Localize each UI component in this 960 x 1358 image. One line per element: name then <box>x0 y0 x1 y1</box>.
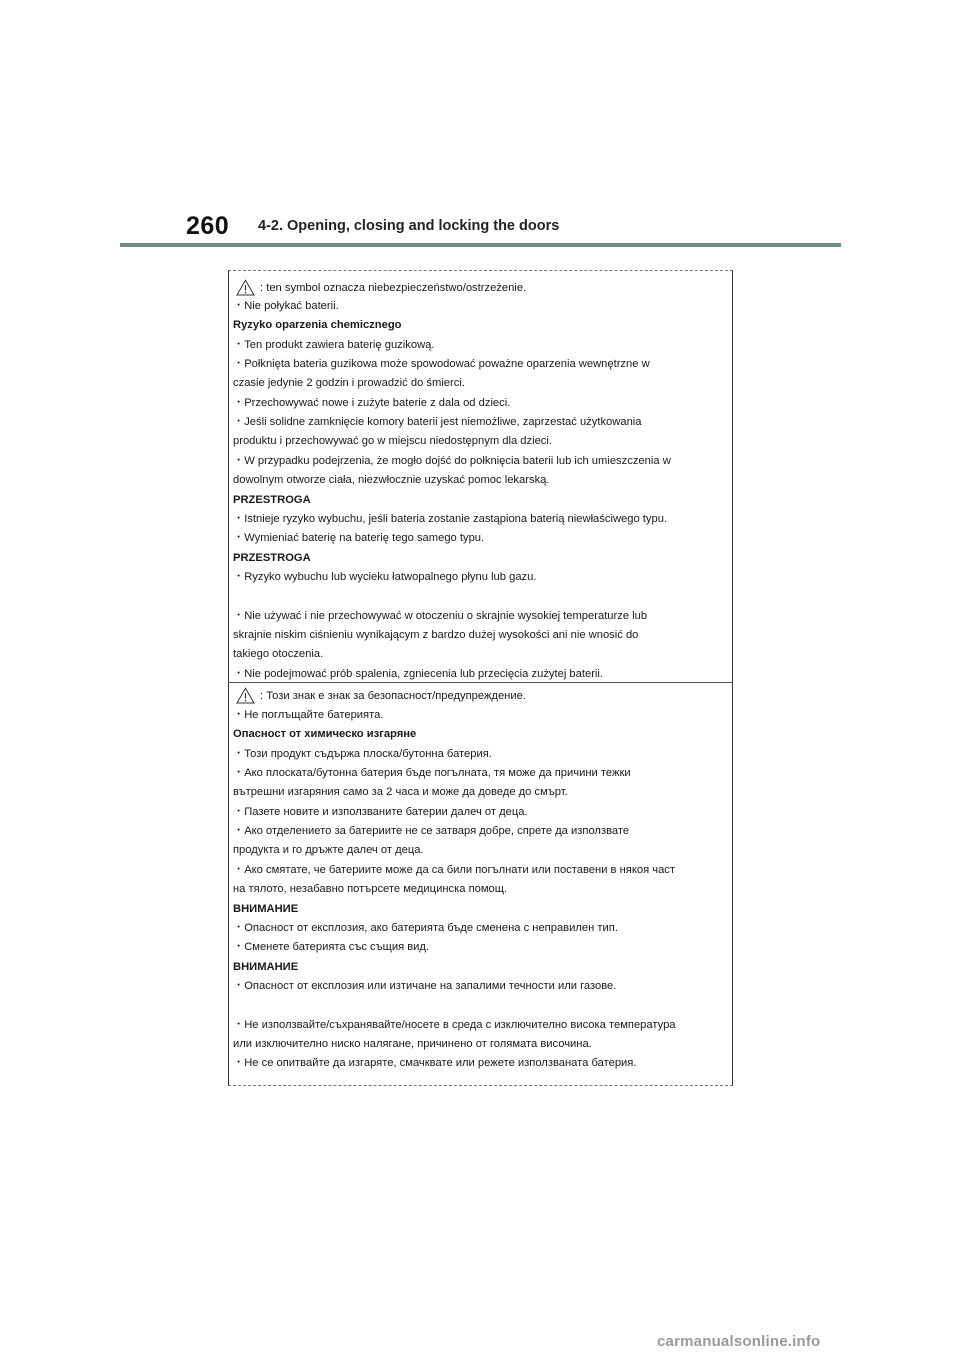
bulgarian-text-line: ・Ако отделението за батериите не се затваря добре, спрете да използвате <box>233 825 630 838</box>
polish-heading: Ryzyko oparzenia chemicznego <box>233 319 402 332</box>
bulgarian-text-line: ・Опасност от експлозия, ако батерията бъде сменена с неправилен тип. <box>233 921 618 934</box>
bulgarian-heading: Опасност от химическо изгаряне <box>233 728 417 741</box>
bulgarian-text-line: ・Не се опитвайте да изгаряте, смачквате или режете използваната батерия. <box>233 1057 637 1070</box>
warning-triangle-icon <box>236 687 255 704</box>
polish-text-line: dowolnym otworze ciała, niezwłocznie uzyskać pomoc lekarską. <box>233 474 550 487</box>
bulgarian-text-line: ・Този продукт съдържа плоска/бутонна батерия. <box>233 747 492 760</box>
bulgarian-text-line: вътрешни изгаряния само за 2 часа и може да доведе до смърт. <box>233 786 568 799</box>
bulgarian-text-line: ・Сменете батерията със същия вид. <box>233 941 430 954</box>
polish-text-line: ・Jeśli solidne zamknięcie komory baterii jest niemożliwe, zaprzestać użytkowania <box>233 416 642 429</box>
bulgarian-heading: ВНИМАНИЕ <box>233 902 299 915</box>
bulgarian-text-line: ・Не поглъщайте батерията. <box>233 709 384 721</box>
bulgarian-warning-symbol-text: : Този знак е знак за безопасност/предупреждение. <box>260 689 526 702</box>
polish-text-line: produktu i przechowywać go w miejscu niedostępnym dla dzieci. <box>233 435 552 448</box>
bulgarian-text-line: на тялото, незабавно потърсете медицинска помощ. <box>233 883 508 896</box>
bulgarian-text-line: ・Опасност от експлозия или изтичане на запалими течности или газове. <box>233 979 617 992</box>
bulgarian-text-line: ・Не използвайте/съхранявайте/носете в среда с изключително висока температура <box>233 1018 676 1031</box>
polish-text-line: ・Nie podejmować prób spalenia, zgniecenia lub przecięcia zużytej baterii. <box>233 667 604 680</box>
polish-text-line: ・Ryzyko wybuchu lub wycieku łatwopalnego płynu lub gazu. <box>233 570 537 583</box>
bulgarian-text-line: продукта и го дръжте далеч от деца. <box>233 844 424 857</box>
polish-text-line: ・Istnieje ryzyko wybuchu, jeśli bateria zostanie zastąpiona baterią niewłaściwego typu. <box>233 512 668 525</box>
page-number: 260 <box>186 212 230 240</box>
polish-text-line: czasie jedynie 2 godzin i prowadzić do śmierci. <box>233 377 465 390</box>
polish-warning-row <box>236 279 526 296</box>
polish-text-line: ・W przypadku podejrzenia, że mogło dojść do połknięcia baterii lub ich umieszczenia w <box>233 454 671 467</box>
watermark: carmanualsonline.info <box>657 1333 821 1350</box>
bulgarian-text-line: ・Ако смятате, че батериите може да са били погълнати или поставени в някоя част <box>233 863 676 876</box>
bulgarian-text-line: ・Пазете новите и използваните батерии далеч от деца. <box>233 805 528 818</box>
warning-triangle-icon <box>236 279 255 296</box>
polish-text-line: takiego otoczenia. <box>233 648 324 661</box>
polish-text-line: ・Przechowywać nowe i zużyte baterie z dala od dzieci. <box>233 396 511 409</box>
polish-text-line: ・Nie połykać baterii. <box>233 300 339 312</box>
polish-text-line: skrajnie niskim ciśnieniu wynikającym z bardzo dużej wysokości ani nie wnosić do <box>233 628 639 641</box>
bulgarian-heading: ВНИМАНИЕ <box>233 960 299 973</box>
polish-heading: PRZESTROGA <box>233 551 311 564</box>
polish-heading: PRZESTROGA <box>233 493 311 506</box>
bulgarian-warning-row <box>236 687 526 704</box>
polish-warning-symbol-text: : ten symbol oznacza niebezpieczeństwo/ostrzeżenie. <box>260 281 527 294</box>
bulgarian-text-line: ・Ако плоската/бутонна батерия бъде погълната, тя може да причини тежки <box>233 767 631 780</box>
section-title: 4-2. Opening, closing and locking the doors <box>258 218 560 234</box>
bulgarian-text-line: или изключително ниско налягане, причинено от голямата височина. <box>233 1037 592 1050</box>
language-divider <box>228 682 733 683</box>
header-rule <box>120 243 841 247</box>
polish-text-line: ・Ten produkt zawiera baterię guzikową. <box>233 338 435 351</box>
polish-text-line: ・Wymieniać baterię na baterię tego samego typu. <box>233 532 485 545</box>
polish-text-line: ・Połknięta bateria guzikowa może spowodować poważne oparzenia wewnętrzne w <box>233 358 650 371</box>
polish-text-line: ・Nie używać i nie przechowywać w otoczeniu o skrajnie wysokiej temperaturze lub <box>233 609 648 622</box>
